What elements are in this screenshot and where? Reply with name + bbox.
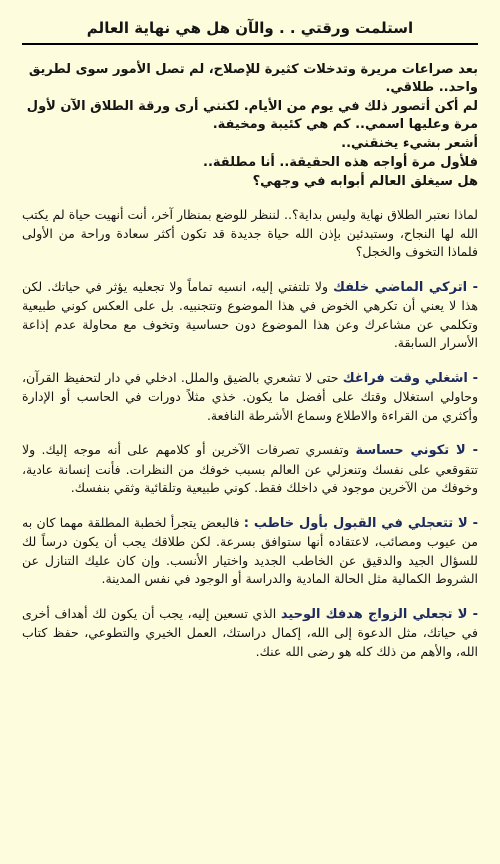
tip-heading: - اتركي الماضي خلفك (333, 279, 478, 295)
intro-line: فلأول مرة أواجه هذه الحقيقة.. أنا مطلقة.. (203, 155, 478, 170)
tip-paragraph (22, 278, 478, 353)
tip-heading: - لا تجعلي الزواج هدفك الوحيد (280, 606, 478, 622)
tip-text: الذي تسعين إليه، يجب أن يكون لك أهداف أخرى في حياتك، مثل الدعوة إلى الله، إكمال دراستك، العمل الخيري والتطوعي، حفظ كتاب الله، والأهم من ذلك كله هو رضى الله عنك. (22, 605, 478, 659)
tip-section (18, 605, 482, 662)
tip-text: وتفسري تصرفات الآخرين أو كلامهم على أنه موجه إليك. ولا تتقوقعي على نفسك وتنعزلي عن العالم بسبب خوفك من النظرات. فأنت إنسانة عادية، وخوفك من الآخرين موجود في داخلك فقط. كوني طبيعية وتلقائية وثقي بنفسك. (22, 442, 478, 495)
tip-section (18, 514, 482, 589)
tip-text: فالبعض يتجرأ لخطبة المطلقة مهما كان به من عيوب ومصائب، لاعتقاده أنها ستوافق بسرعة. لكن طلاقك يجب أن يكون درساً لك للسؤال الجيد والدقيق عن الخاطب الجديد واختيار الأنسب. وإن كان عليك التنازل عن الشروط الكمالية مثل الحالة المادية والدراسة أو الوجود في نفس المدينة. (22, 514, 478, 586)
body-paragraph-block (18, 206, 482, 262)
intro-block (18, 53, 482, 191)
tip-heading: - اشغلي وقت فراغك (342, 370, 479, 386)
article-title: استلمت ورقتي . . والآن هل هي نهاية العالم (86, 19, 414, 37)
title-divider (22, 43, 478, 45)
tip-heading: - لا تكوني حساسة (355, 443, 478, 458)
intro-line: أشعر بشيء يخنقني.. (341, 136, 478, 151)
tip-paragraph (22, 441, 478, 498)
tip-section (18, 441, 482, 498)
tip-paragraph (22, 369, 478, 426)
tip-heading: - لا تتعجلي في القبول بأول خاطب : (243, 515, 478, 531)
intro-line: هل سيغلق العالم أبوابه في وجهي؟ (252, 174, 478, 189)
tip-paragraph (22, 514, 478, 589)
intro-line: بعد صراعات مريرة وتدخلات كثيرة للإصلاح، لم تصل الأمور سوى لطريق واحد.. طلاقي. (28, 62, 478, 95)
tip-text: حتى لا تشعري بالضيق والملل. ادخلي في دار لتحفيظ القرآن، وحاولي استغلال وقتك على أفضل ما يكون. خذي مثلاً دورات في الحاسب أو الإدارة وأكثري من القراءة والاطلاع وسماع الأشرطة النافعة. (22, 369, 478, 423)
tip-section (18, 369, 482, 426)
tip-paragraph (22, 605, 478, 662)
body-paragraph: لماذا نعتبر الطلاق نهاية وليس بداية؟.. لننظر للوضع بمنظار آخر، أنت أنهيت حياة لم يكتب الله لها النجاح، وستبدئين بإذن الله حياة جديدة قد تكون أكثر سعادة وراحة من الأولى فلماذا التخوف والخجل؟ (22, 207, 478, 259)
intro-line: لم أكن أتصور ذلك في يوم من الأيام. لكنني أرى ورقة الطلاق الآن لأول مرة وعليها اسمي.. كم هي كئيبة ومخيفة. (26, 99, 478, 132)
tip-text: ولا تلتفتي إليه، انسيه تماماً ولا تجعليه يؤثر في حياتك. لكن هذا لا يعني أن تكرهي الخوض في هذا الموضوع وتتجنبيه. بل على العكس كوني طبيعية وتكلمي عن مشاعرك وعن هذا الموضوع دون حساسية وتخوف مع محاولة عدم إذاعة الأسرار السابقة. (22, 278, 478, 350)
tip-section (18, 278, 482, 353)
